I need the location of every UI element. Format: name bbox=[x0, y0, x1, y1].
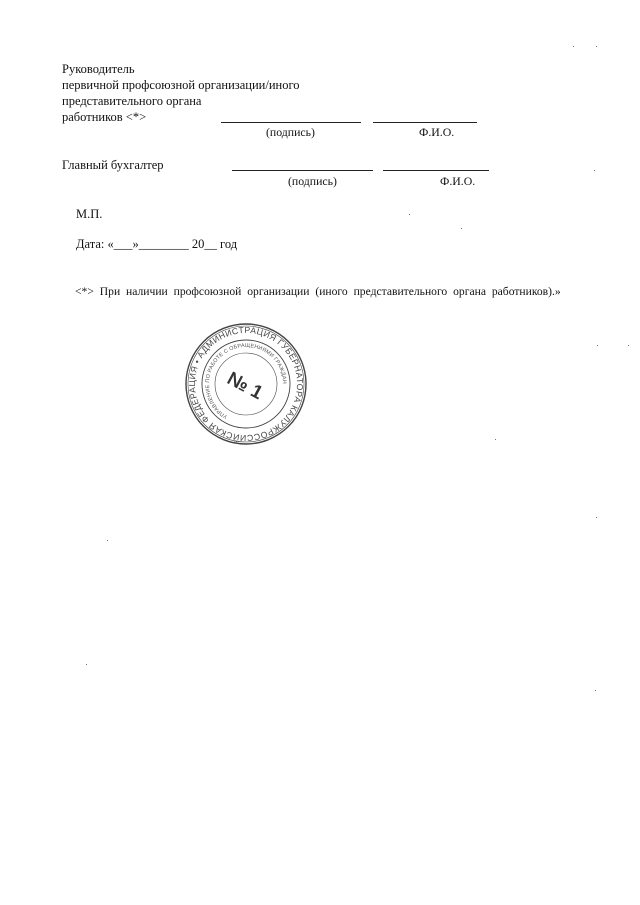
scan-speck bbox=[409, 214, 410, 215]
scan-speck bbox=[107, 540, 108, 541]
seal-place-label: М.П. bbox=[76, 207, 103, 221]
accountant-title: Главный бухгалтер bbox=[62, 158, 164, 172]
scan-speck bbox=[596, 46, 597, 47]
head-title-line-2: первичной профсоюзной организации/иного bbox=[62, 78, 300, 92]
head-title-line-1: Руководитель bbox=[62, 62, 135, 76]
footnote: <*> При наличии профсоюзной организации (иного представительного органа работников).» bbox=[75, 285, 561, 298]
official-stamp bbox=[184, 322, 308, 446]
scan-speck bbox=[86, 664, 87, 665]
accountant-signature-caption: (подпись) bbox=[288, 174, 337, 188]
head-signature-line bbox=[221, 122, 361, 123]
scan-speck bbox=[495, 439, 496, 440]
head-title-line-4: работников <*> bbox=[62, 110, 147, 124]
scan-speck bbox=[628, 345, 629, 346]
head-name-caption: Ф.И.О. bbox=[419, 125, 455, 139]
accountant-name-caption: Ф.И.О. bbox=[440, 174, 476, 188]
accountant-name-line bbox=[383, 170, 489, 171]
head-name-line bbox=[373, 122, 477, 123]
stamp-outer-text: РОССИЙСКАЯ ФЕДЕРАЦИЯ • АДМИНИСТРАЦИЯ ГУБЕРНАТОРА КАЛУЖСКОЙ bbox=[186, 324, 306, 444]
scan-speck bbox=[597, 345, 598, 346]
scan-speck bbox=[594, 170, 595, 171]
head-title-line-3: представительного органа bbox=[62, 94, 202, 108]
date-line: Дата: «___»________ 20__ год bbox=[76, 237, 238, 251]
scan-speck bbox=[596, 517, 597, 518]
accountant-signature-line bbox=[232, 170, 373, 171]
scan-speck bbox=[461, 228, 462, 229]
scan-speck bbox=[595, 690, 596, 691]
head-signature-caption: (подпись) bbox=[266, 125, 315, 139]
stamp-inner-text: УПРАВЛЕНИЕ ПО РАБОТЕ С ОБРАЩЕНИЯМИ ГРАЖДАН bbox=[204, 342, 288, 420]
scan-speck bbox=[573, 46, 574, 47]
stamp-number: № 1 bbox=[223, 368, 267, 405]
